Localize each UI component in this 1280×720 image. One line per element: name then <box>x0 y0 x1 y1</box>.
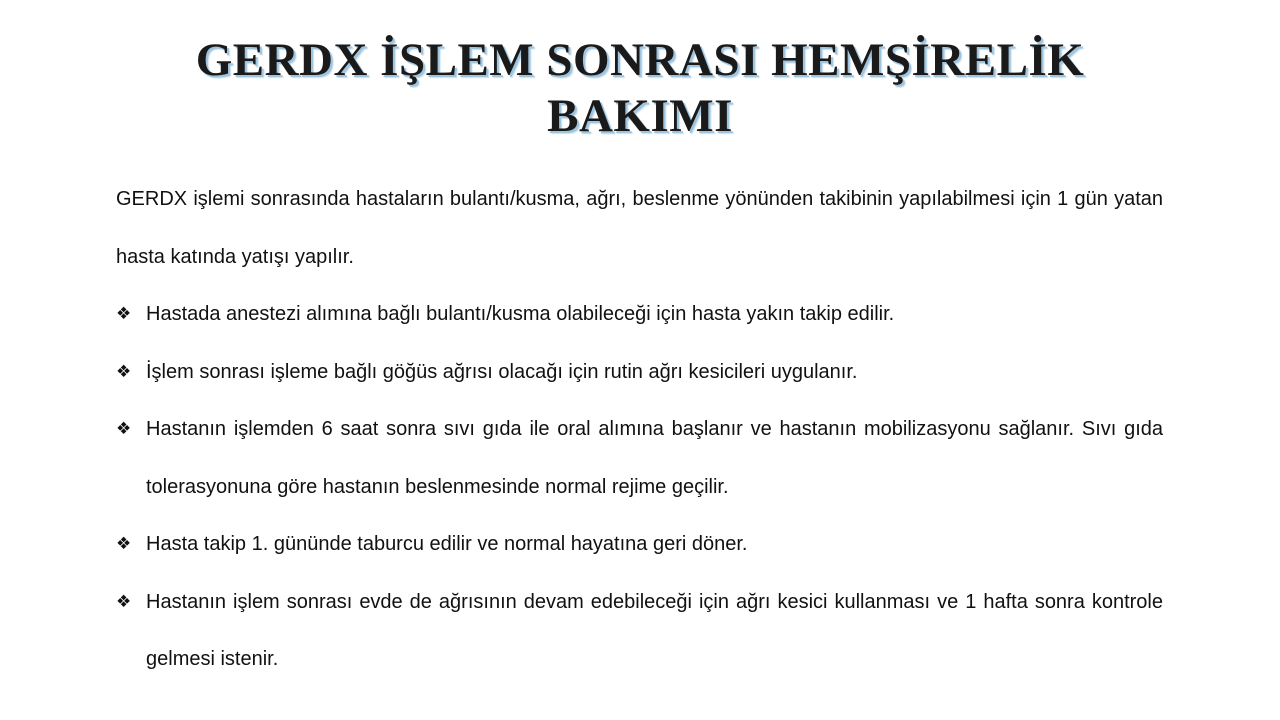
bullet-text: Hastanın işlemden 6 saat sonra sıvı gıda ile oral alımına başlanır ve hastanın mobilizasyonu sağlanır. Sıvı gıda tolerasyonuna göre hastanın beslenmesinde normal rejime geçilir. <box>146 418 1163 498</box>
bullet-item <box>116 574 1163 689</box>
bullet-text: İşlem sonrası işleme bağlı göğüs ağrısı olacağı için rutin ağrı kesicileri uygulanır. <box>146 360 858 383</box>
slide-body <box>116 171 1163 689</box>
diamond-bullet-icon: ❖ <box>116 304 132 324</box>
bullet-text: Hastanın işlem sonrası evde de ağrısının devam edebileceği için ağrı kesici kullanması ve 1 hafta sonra kontrole gelmesi istenir. <box>146 590 1163 670</box>
bullet-text: Hasta takip 1. gününde taburcu edilir ve normal hayatına geri döner. <box>146 533 748 555</box>
bullet-text: Hastada anestezi alımına bağlı bulantı/kusma olabileceği için hasta yakın takip edilir. <box>146 303 895 325</box>
diamond-bullet-icon: ❖ <box>116 419 132 439</box>
bullet-item <box>116 286 1163 344</box>
bullet-list <box>116 286 1163 689</box>
diamond-bullet-icon: ❖ <box>116 361 132 382</box>
slide-title-line-1: GERDX İŞLEM SONRASI HEMŞİRELİK <box>195 34 1085 86</box>
bullet-item <box>116 516 1163 574</box>
slide-title <box>100 32 1180 144</box>
slide-title-line-2: BAKIMI <box>547 90 733 142</box>
bullet-item <box>116 344 1163 402</box>
diamond-bullet-icon: ❖ <box>116 534 132 554</box>
bullet-item <box>116 401 1163 516</box>
diamond-bullet-icon: ❖ <box>116 591 132 612</box>
intro-paragraph: GERDX işlemi sonrasında hastaların bulantı/kusma, ağrı, beslenme yönünden takibinin yapılabilmesi için 1 gün yatan hasta katında yatışı yapılır. <box>116 188 1163 268</box>
